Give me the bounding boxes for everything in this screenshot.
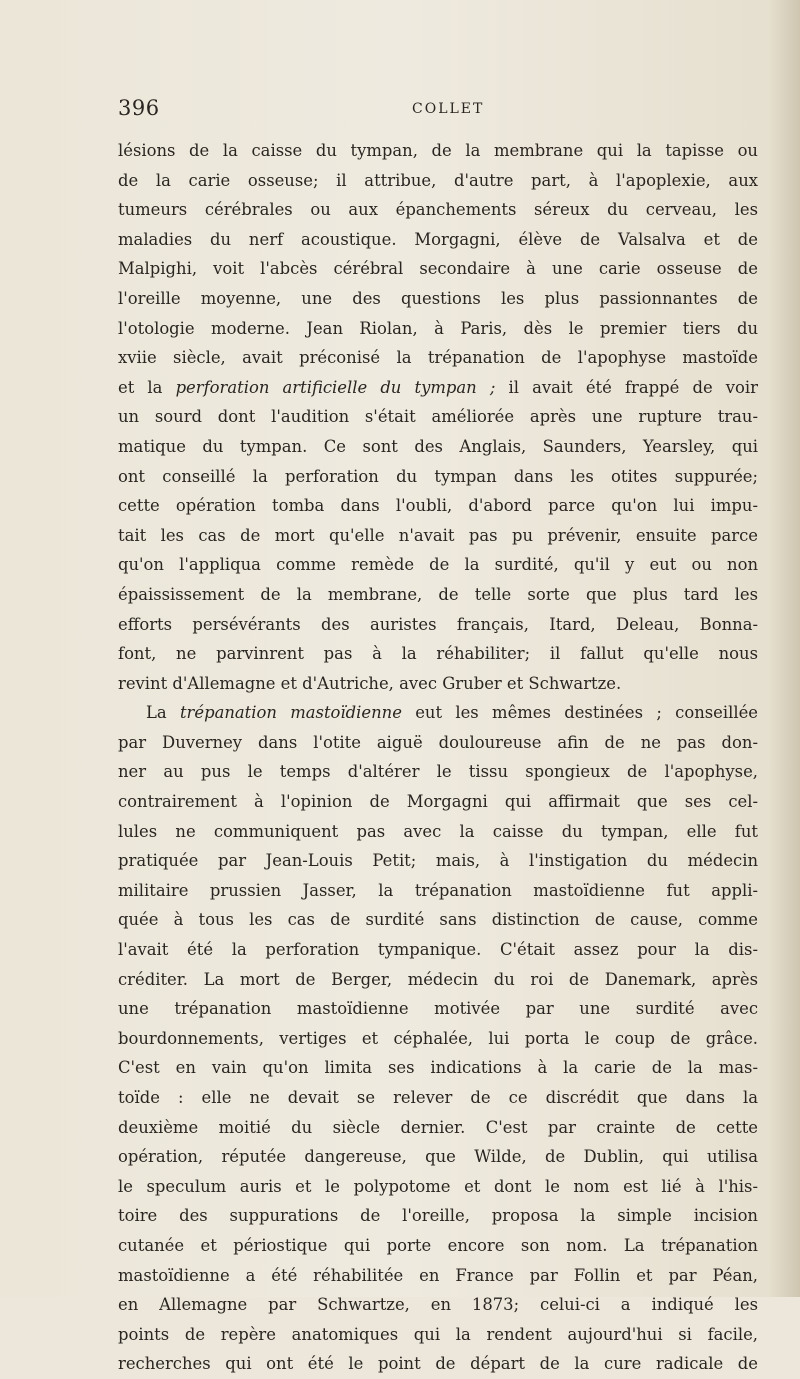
text-run: quée à tous les cas de surdité sans distinction de cause, comme [118, 910, 758, 930]
text-line [118, 698, 758, 728]
text-run: efforts persévérants des auristes français, Itard, Deleau, Bonna- [118, 614, 758, 634]
text-run: pratiquée par Jean-Louis Petit; mais, à l'instigation du médecin [118, 851, 758, 871]
text-line [118, 1172, 758, 1202]
text-run: ont conseillé la perforation du tympan dans les otites suppurée; [118, 466, 758, 486]
text-run: xviie siècle, avait préconisé la trépanation de l'apophyse mastoïde [118, 348, 758, 368]
text-line [118, 994, 758, 1024]
text-run: toïde : elle ne devait se relever de ce discrédit que dans la [118, 1088, 758, 1107]
text-run: revint d'Allemagne et d'Autriche, avec Gruber et Schwartze. [118, 673, 622, 693]
text-line [118, 669, 758, 699]
text-line [118, 1290, 758, 1320]
text-run: deuxième moitié du siècle dernier. C'est par crainte de cette [118, 1117, 758, 1137]
text-run: bourdonnements, vertiges et céphalée, lui porta le coup de grâce. [118, 1028, 758, 1048]
paragraph [118, 698, 758, 1379]
text-run: par Duverney dans l'otite aiguë douloureuse afin de ne pas don- [118, 732, 758, 752]
text-line [118, 639, 758, 669]
text-line [118, 225, 758, 255]
text-run: La [146, 703, 180, 723]
text-line [118, 935, 758, 965]
text-run: épaississement de la membrane, de telle sorte que plus tard les [118, 584, 758, 604]
text-run: en Allemagne par Schwartze, en 1873; celui-ci a indiqué les [118, 1295, 758, 1315]
text-line [118, 757, 758, 787]
text-run: l'oreille moyenne, une des questions les plus passionnantes de [118, 288, 758, 308]
text-run: lules ne communiquent pas avec la caisse du tympan, elle fut [118, 821, 758, 841]
text-line [118, 1024, 758, 1054]
text-line [118, 373, 758, 403]
text-run: de la carie osseuse; il attribue, d'autre part, à l'apoplexie, aux [118, 170, 758, 190]
text-run: contrairement à l'opinion de Morgagni qui affirmait que ses cel- [118, 792, 758, 812]
text-line [118, 1231, 758, 1261]
page-number: 396 [118, 96, 160, 120]
text-line [118, 1201, 758, 1231]
text-run: qu'on l'appliqua comme remède de la surdité, qu'il y eut ou non [118, 555, 758, 575]
text-line [118, 846, 758, 876]
text-run: une trépanation mastoïdienne motivée par une surdité avec [118, 999, 758, 1019]
text-run: ner au pus le temps d'altérer le tissu spongieux de l'apophyse, [118, 762, 758, 782]
text-line [118, 1142, 758, 1172]
text-line [118, 254, 758, 284]
text-line [118, 432, 758, 462]
italic-phrase: trépanation mastoïdienne [179, 703, 402, 723]
text-line [118, 1320, 758, 1350]
text-line [118, 136, 758, 166]
text-run: il avait été frappé de voir [495, 377, 758, 397]
text-line [118, 521, 758, 551]
text-line [118, 905, 758, 935]
text-run: matique du tympan. Ce sont des Anglais, Saunders, Yearsley, qui [118, 436, 758, 456]
text-run: opération, réputée dangereuse, que Wilde, de Dublin, qui utilisa [118, 1147, 758, 1167]
text-line [118, 314, 758, 344]
text-line [118, 787, 758, 817]
italic-phrase: perforation artificielle du tympan ; [175, 377, 496, 397]
text-line [118, 580, 758, 610]
text-run: tait les cas de mort qu'elle n'avait pas pu prévenir, ensuite parce [118, 525, 758, 545]
page-header [118, 96, 758, 126]
text-run: le speculum auris et le polypotome et dont le nom est lié à l'his- [118, 1176, 758, 1196]
text-line [118, 1083, 758, 1113]
paragraph [118, 136, 758, 698]
text-run: recherches qui ont été le point de départ de la cure radicale de [118, 1354, 758, 1374]
text-run: et la [118, 377, 176, 397]
text-run: font, ne parvinrent pas à la réhabiliter; il fallut qu'elle nous [118, 644, 758, 664]
text-run: C'est en vain qu'on limita ses indications à la carie de la mas- [118, 1058, 758, 1078]
text-line [118, 610, 758, 640]
text-run: un sourd dont l'audition s'était améliorée après une rupture trau- [118, 407, 758, 427]
running-head: COLLET [412, 101, 485, 117]
text-line [118, 284, 758, 314]
text-line [118, 166, 758, 196]
text-run: maladies du nerf acoustique. Morgagni, élève de Valsalva et de [118, 229, 758, 249]
text-line [118, 462, 758, 492]
text-run: mastoïdienne a été réhabilitée en France par Follin et par Péan, [118, 1265, 758, 1285]
text-line [118, 402, 758, 432]
text-line [118, 491, 758, 521]
text-run: points de repère anatomiques qui la rendent aujourd'hui si facile, [118, 1324, 758, 1344]
text-run: toire des suppurations de l'oreille, proposa la simple incision [118, 1206, 758, 1226]
text-run: eut les mêmes destinées ; conseillée [401, 703, 758, 723]
text-run: l'otologie moderne. Jean Riolan, à Paris, dès le premier tiers du [118, 318, 758, 338]
text-run: tumeurs cérébrales ou aux épanchements séreux du cerveau, les [118, 200, 758, 220]
text-line [118, 1053, 758, 1083]
text-run: créditer. La mort de Berger, médecin du roi de Danemark, après [118, 969, 758, 989]
text-run: Malpighi, voit l'abcès cérébral secondaire à une carie osseuse de [118, 259, 758, 279]
text-line [118, 550, 758, 580]
text-line [118, 195, 758, 225]
text-run: cette opération tomba dans l'oubli, d'abord parce qu'on lui impu- [118, 496, 758, 516]
text-run: lésions de la caisse du tympan, de la membrane qui la tapisse ou [118, 141, 758, 160]
text-line [118, 965, 758, 995]
text-run: l'avait été la perforation tympanique. C'était assez pour la dis- [118, 940, 758, 960]
text-run: cutanée et périostique qui porte encore son nom. La trépanation [118, 1235, 758, 1255]
text-line [118, 817, 758, 847]
body-text [118, 136, 758, 1379]
text-line [118, 343, 758, 373]
text-line [118, 1113, 758, 1143]
text-line [118, 1349, 758, 1379]
text-line [118, 876, 758, 906]
text-line [118, 1261, 758, 1291]
text-run: militaire prussien Jasser, la trépanation mastoïdienne fut appli- [118, 880, 758, 900]
text-line [118, 728, 758, 758]
